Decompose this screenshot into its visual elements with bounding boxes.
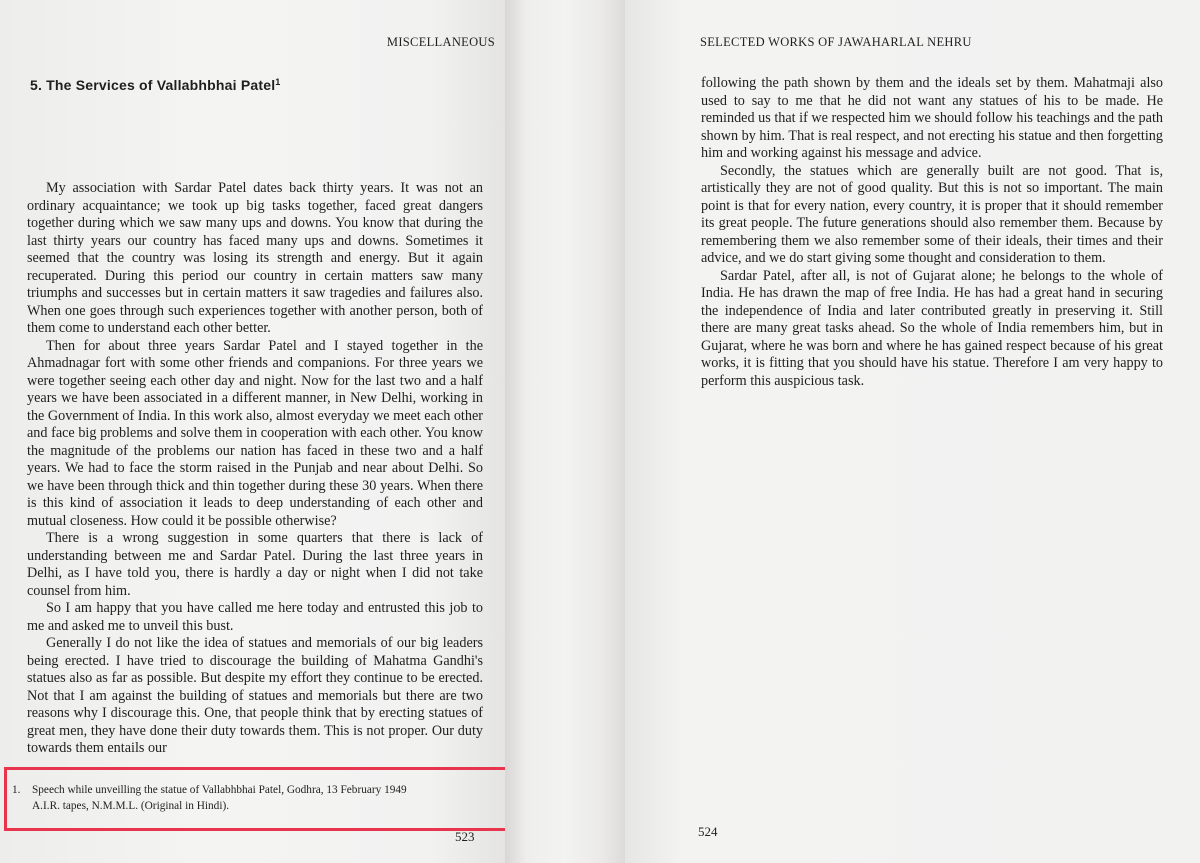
running-head-left: MISCELLANEOUS <box>386 35 495 49</box>
paragraph: So I am happy that you have called me here today and entrusted this job to me and asked me to unveil this bust. <box>27 600 483 634</box>
paragraph: Generally I do not like the idea of statues and memorials of our big leaders being erected. I have tried to discourage the building of Mahatma Gandhi's statues also as far as possible. But despite my effort they continue to be erected. Not that I am against the building of statues and memorials but there are two reasons why I discourage this. One, that people think that by erecting statues of great men, they have done their duty towards them. This is not proper. Our duty towards them entails our <box>27 635 483 756</box>
paragraph: Secondly, the statues which are generally built are not good. That is, artistically they are not of good quality. But this is not so important. The main point is that for every nation, every country, it is proper that it should remember its great people. The future generations should also remember them. Because by remembering them we also remember some of their ideals, their times and their advice, and we do start giving some thought and consideration to them. <box>701 162 1163 266</box>
book-gutter <box>505 0 625 863</box>
footnote <box>12 783 482 814</box>
paragraph: There is a wrong suggestion in some quarters that there is lack of understanding between me and Sardar Patel. During the last three years in Delhi, as I have told you, there is hardly a day or night when I did not take counsel from him. <box>27 530 483 599</box>
footnote-number: 1. <box>12 784 21 796</box>
footnote-marker: 1 <box>275 77 281 87</box>
section-title-text: 5. The Services of Vallabhbhai Patel <box>30 77 276 93</box>
right-body-text <box>701 75 1163 390</box>
page-number-right: 524 <box>698 824 718 839</box>
left-body-text <box>27 180 483 758</box>
running-head-right: SELECTED WORKS OF JAWAHARLAL NEHRU <box>700 35 972 49</box>
footnote-line-1: Speech while unveilling the statue of Vallabhbhai Patel, Godhra, 13 February 1949 <box>32 784 407 796</box>
left-page <box>0 0 505 863</box>
right-page <box>625 0 1200 863</box>
page-number-left: 523 <box>455 829 475 844</box>
section-title <box>30 77 281 93</box>
paragraph: Then for about three years Sardar Patel and I stayed together in the Ahmadnagar fort with some other friends and companions. For three years we were together seeing each other day and night. Now for the last two and a half years we have been associated in a different manner, in New Delhi, working in the Government of India. In this work also, almost everyday we meet each other and face big problems and solve them in cooperation with each other. You know the magnitude of the problems our nation has faced in these two and a half years. We had to face the storm raised in the Punjab and near about Delhi. So we have been through thick and thin together during these 30 years. When there is this kind of association it leads to deep understanding of each other and mutual closeness. How could it be possible otherwise? <box>27 337 483 529</box>
paragraph: Sardar Patel, after all, is not of Gujarat alone; he belongs to the whole of India. He has drawn the map of free India. He has had a great hand in securing the independence of India and later contributed greatly in preserving it. Still there are many great tasks ahead. So the whole of India remembers him, but in Gujarat, where he was born and where he has gained respect because of his great works, it is fitting that you should have his statue. Therefore I am very happy to perform this auspicious task. <box>701 267 1163 389</box>
paragraph: My association with Sardar Patel dates back thirty years. It was not an ordinary acquaintance; we took up big tasks together, faced great dangers together during which we saw many ups and downs. You know that during the last thirty years our country has faced many ups and downs. Sometimes it seemed that the country was losing its strength and energy. But it again recuperated. During this period our country in certain matters saw many triumphs and successes but in certain matters it saw tragedies and failures also. When one goes through such experiences together with another person, both of them come to understand each other better. <box>27 180 483 336</box>
paragraph: following the path shown by them and the ideals set by them. Mahatmaji also used to say to me that he did not want any statues of his to be made. He reminded us that if we respected him we should follow his teachings and the path shown by him. That is real respect, and not erecting his statue and then forgetting him and working against his message and advice. <box>701 75 1163 161</box>
footnote-line-2: A.I.R. tapes, N.M.M.L. (Original in Hindi). <box>32 799 230 812</box>
